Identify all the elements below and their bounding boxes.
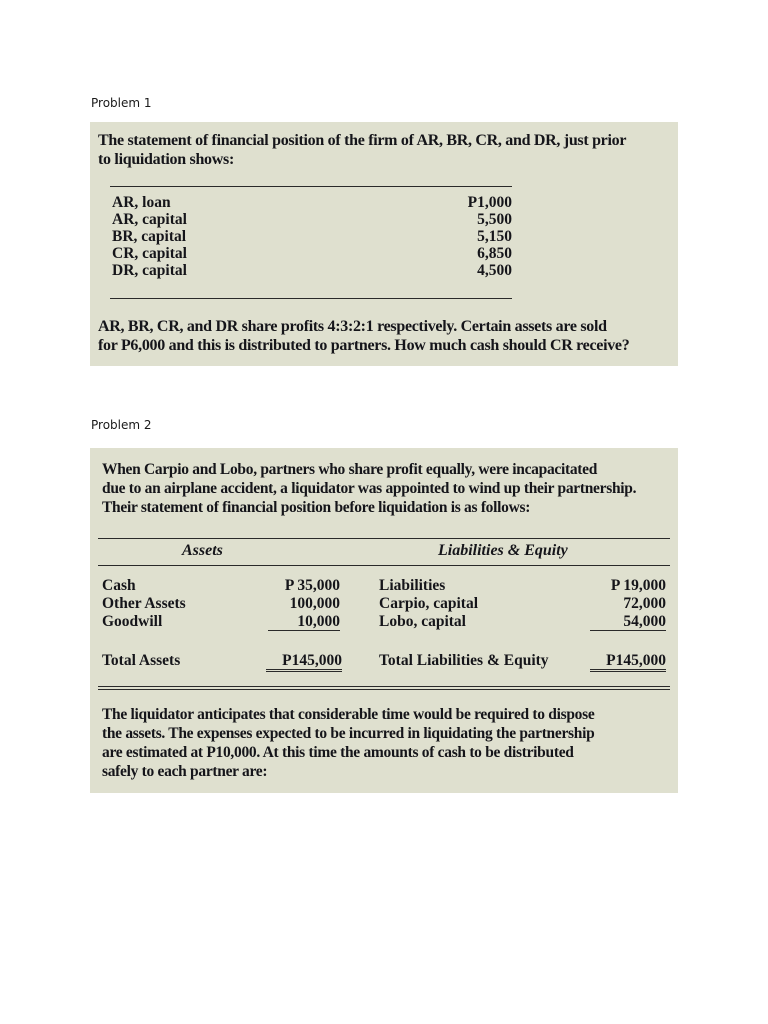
problem-1-intro-line-2: to liquidation shows: [98,151,234,168]
asset-label: Goodwill [102,613,163,630]
liability-amount: 54,000 [590,613,666,631]
asset-label: Other Assets [102,595,186,612]
asset-amount: 100,000 [289,595,340,612]
total-assets-amount: P145,000 [266,652,342,672]
total-liabilities-amount: P145,000 [590,652,666,672]
problem-1-scan [90,122,678,366]
problem-1-question-line-2: for P6,000 and this is distributed to partners. How much cash should CR receive? [98,337,630,354]
problem-2-closing-line-3: are estimated at P10,000. At this time the amounts of cash to be distributed [102,744,574,761]
problem-2-intro-line-3: Their statement of financial position before liquidation is as follows: [102,499,531,516]
p1-row-label: CR, capital [112,245,187,262]
problem-2-intro-line-2: due to an airplane accident, a liquidator was appointed to wind up their partnership. [102,480,637,497]
statement-bottom-rule [98,686,670,690]
asset-amount: P 35,000 [284,577,340,594]
p1-row-amount: 4,500 [477,262,512,279]
problem-2-scan [90,448,678,793]
p1-row-amount: 6,850 [477,245,512,262]
liability-label: Liabilities [379,577,446,594]
problem-1-question-line-1: AR, BR, CR, and DR share profits 4:3:2:1 respectively. Certain assets are sold [98,318,607,335]
asset-amount: 10,000 [268,613,340,631]
problem-1-intro-line-1: The statement of financial position of the firm of AR, BR, CR, and DR, just prior [98,132,627,149]
problem-2-intro-line-1: When Carpio and Lobo, partners who share profit equally, were incapacitated [102,461,598,478]
liability-label: Carpio, capital [379,595,479,612]
problem-2-closing-line-1: The liquidator anticipates that considerable time would be required to dispose [102,706,595,723]
statement-top-rule [98,538,670,539]
assets-header: Assets [182,542,223,559]
total-assets-label: Total Assets [102,652,181,669]
p1-row-label: AR, loan [112,194,171,211]
problem-2-closing-line-2: the assets. The expenses expected to be incurred in liquidating the partnership [102,725,595,742]
p1-row-label: DR, capital [112,262,187,279]
problem-2-heading: Problem 2 [91,418,152,432]
p1-row-amount: 5,500 [477,211,512,228]
liability-amount: P 19,000 [610,577,666,594]
table-top-rule [110,186,512,187]
liability-amount: 72,000 [623,595,666,612]
p1-row-label: AR, capital [112,211,187,228]
p1-row-amount: 5,150 [477,228,512,245]
asset-label: Cash [102,577,136,594]
problem-2-closing-line-4: safely to each partner are: [102,763,268,780]
table-bottom-rule [110,298,512,299]
liabilities-equity-header: Liabilities & Equity [438,542,568,559]
problem-1-heading: Problem 1 [91,96,152,110]
total-liabilities-label: Total Liabilities & Equity [379,652,549,669]
liability-label: Lobo, capital [379,613,466,630]
p1-row-amount: P1,000 [467,194,512,211]
header-rule [98,565,670,566]
p1-row-label: BR, capital [112,228,187,245]
